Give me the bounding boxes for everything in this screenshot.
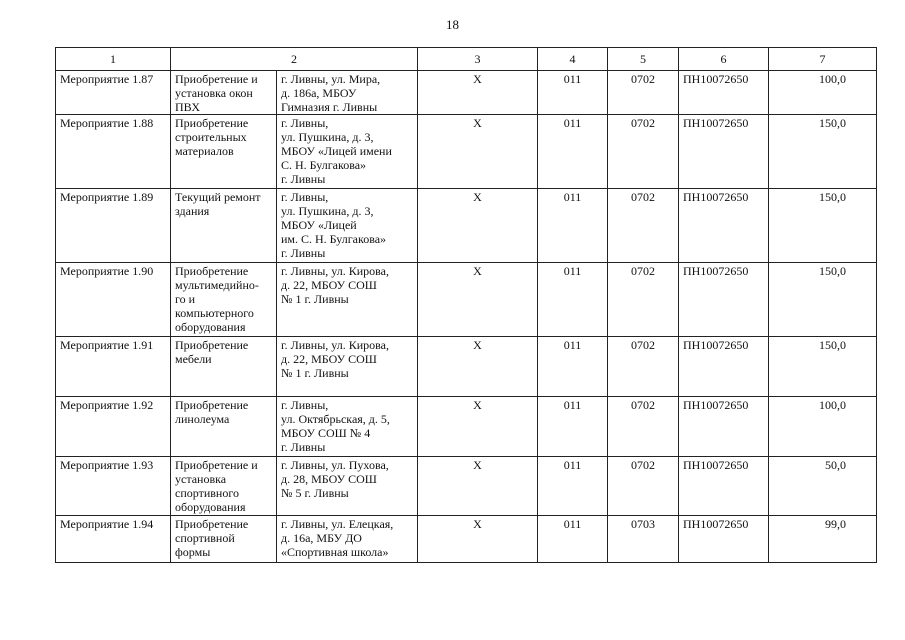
name-cell-text: Приобретение и установка спортивного оборудования — [175, 458, 258, 514]
column-header: 3 — [418, 48, 538, 71]
column-4-cell — [538, 516, 608, 563]
amount-cell — [769, 337, 877, 397]
amount-cell-text: 100,0 — [819, 398, 846, 412]
table-row — [56, 115, 877, 189]
column-4-cell — [538, 189, 608, 263]
column-5-cell — [608, 71, 679, 115]
event-cell-text: Мероприятие 1.92 — [60, 398, 154, 412]
event-cell-text: Мероприятие 1.94 — [60, 517, 154, 531]
amount-cell — [769, 189, 877, 263]
name-cell-text: Текущий ремонт здания — [175, 190, 261, 218]
column-5-cell-text: 0702 — [631, 264, 655, 278]
column-5-cell-text: 0703 — [631, 517, 655, 531]
amount-cell — [769, 263, 877, 337]
event-cell — [56, 457, 171, 516]
address-cell-text: г. Ливны, ул. Елецкая, д. 16а, МБУ ДО «Спортивная школа» — [281, 517, 394, 559]
column-5-cell-text: 0702 — [631, 338, 655, 352]
column-6-cell — [679, 263, 769, 337]
event-cell — [56, 115, 171, 189]
amount-cell-text: 99,0 — [825, 517, 846, 531]
column-3-cell-text: Х — [473, 517, 482, 531]
table-row — [56, 263, 877, 337]
event-cell — [56, 516, 171, 563]
column-4-cell — [538, 397, 608, 457]
column-4-cell-text: 011 — [563, 338, 582, 352]
table-row — [56, 457, 877, 516]
amount-cell-text: 150,0 — [819, 338, 846, 352]
column-3-cell-text: Х — [473, 72, 482, 86]
event-cell-text: Мероприятие 1.90 — [60, 264, 154, 278]
amount-cell — [769, 115, 877, 189]
column-6-cell — [679, 457, 769, 516]
table-row — [56, 71, 877, 115]
column-3-cell — [418, 189, 538, 263]
column-3-cell — [418, 263, 538, 337]
column-6-cell-text: ПН10072650 — [683, 264, 749, 278]
amount-cell — [769, 516, 877, 563]
address-cell-text: г. Ливны, ул. Кирова, д. 22, МБОУ СОШ № 1 г. Ливны — [281, 338, 389, 380]
column-6-cell-text: ПН10072650 — [683, 116, 749, 130]
column-header: 2 — [171, 48, 418, 71]
address-cell — [277, 516, 418, 563]
column-5-cell-text: 0702 — [631, 72, 655, 86]
name-cell-text: Приобретение спортивной формы — [175, 517, 249, 559]
column-6-cell-text: ПН10072650 — [683, 398, 749, 412]
name-cell — [171, 516, 277, 563]
column-4-cell — [538, 337, 608, 397]
event-cell-text: Мероприятие 1.93 — [60, 458, 154, 472]
header-row — [56, 48, 877, 71]
address-cell-text: г. Ливны, ул. Мира, д. 186а, МБОУ Гимназия г. Ливны — [281, 72, 381, 114]
column-5-cell-text: 0702 — [631, 116, 655, 130]
budget-table — [55, 47, 877, 563]
name-cell — [171, 189, 277, 263]
column-3-cell — [418, 71, 538, 115]
address-cell — [277, 189, 418, 263]
column-3-cell — [418, 337, 538, 397]
address-cell — [277, 397, 418, 457]
event-cell-text: Мероприятие 1.89 — [60, 190, 154, 204]
column-4-cell-text: 011 — [563, 458, 582, 472]
column-5-cell — [608, 337, 679, 397]
event-cell-text: Мероприятие 1.87 — [60, 72, 154, 86]
table-row — [56, 516, 877, 563]
column-4-cell — [538, 71, 608, 115]
column-3-cell-text: Х — [473, 338, 482, 352]
column-4-cell-text: 011 — [563, 116, 582, 130]
column-6-cell-text: ПН10072650 — [683, 338, 749, 352]
event-cell — [56, 263, 171, 337]
column-6-cell-text: ПН10072650 — [683, 458, 749, 472]
name-cell-text: Приобретение мультимедийно- го и компьютерного оборудования — [175, 264, 259, 334]
amount-cell-text: 50,0 — [825, 458, 846, 472]
name-cell — [171, 457, 277, 516]
address-cell-text: г. Ливны, ул. Кирова, д. 22, МБОУ СОШ № 1 г. Ливны — [281, 264, 389, 306]
column-4-cell — [538, 263, 608, 337]
name-cell-text: Приобретение мебели — [175, 338, 249, 366]
column-5-cell — [608, 397, 679, 457]
column-4-cell-text: 011 — [563, 398, 582, 412]
name-cell — [171, 397, 277, 457]
column-5-cell — [608, 457, 679, 516]
column-6-cell-text: ПН10072650 — [683, 72, 749, 86]
name-cell-text: Приобретение линолеума — [175, 398, 249, 426]
column-header: 5 — [608, 48, 679, 71]
column-header: 4 — [538, 48, 608, 71]
column-4-cell-text: 011 — [563, 517, 582, 531]
address-cell-text: г. Ливны, ул. Пушкина, д. 3, МБОУ «Лицей имени С. Н. Булгакова» г. Ливны — [281, 116, 392, 186]
column-header: 7 — [769, 48, 877, 71]
table-row — [56, 337, 877, 397]
column-5-cell — [608, 115, 679, 189]
name-cell-text: Приобретение и установка окон ПВХ — [175, 72, 258, 114]
column-5-cell-text: 0702 — [631, 458, 655, 472]
column-3-cell-text: Х — [473, 264, 482, 278]
name-cell — [171, 337, 277, 397]
address-cell-text: г. Ливны, ул. Октябрьская, д. 5, МБОУ СОШ № 4 г. Ливны — [281, 398, 390, 454]
column-6-cell-text: ПН10072650 — [683, 517, 749, 531]
column-5-cell-text: 0702 — [631, 398, 655, 412]
address-cell — [277, 337, 418, 397]
column-6-cell — [679, 71, 769, 115]
column-6-cell-text: ПН10072650 — [683, 190, 749, 204]
table-row — [56, 397, 877, 457]
address-cell-text: г. Ливны, ул. Пухова, д. 28, МБОУ СОШ № 5 г. Ливны — [281, 458, 389, 500]
address-cell — [277, 263, 418, 337]
column-3-cell-text: Х — [473, 458, 482, 472]
column-header: 1 — [56, 48, 171, 71]
event-cell — [56, 397, 171, 457]
column-4-cell-text: 011 — [563, 72, 582, 86]
column-3-cell — [418, 397, 538, 457]
name-cell — [171, 115, 277, 189]
table-row — [56, 189, 877, 263]
amount-cell-text: 100,0 — [819, 72, 846, 86]
address-cell — [277, 115, 418, 189]
event-cell — [56, 337, 171, 397]
address-cell-text: г. Ливны, ул. Пушкина, д. 3, МБОУ «Лицей им. С. Н. Булгакова» г. Ливны — [281, 190, 387, 260]
column-4-cell — [538, 115, 608, 189]
address-cell — [277, 457, 418, 516]
column-5-cell-text: 0702 — [631, 190, 655, 204]
amount-cell-text: 150,0 — [819, 116, 846, 130]
name-cell — [171, 263, 277, 337]
column-4-cell-text: 011 — [563, 264, 582, 278]
address-cell — [277, 71, 418, 115]
column-3-cell-text: Х — [473, 116, 482, 130]
event-cell-text: Мероприятие 1.88 — [60, 116, 154, 130]
column-4-cell-text: 011 — [563, 190, 582, 204]
amount-cell — [769, 457, 877, 516]
amount-cell-text: 150,0 — [819, 264, 846, 278]
column-6-cell — [679, 189, 769, 263]
column-6-cell — [679, 397, 769, 457]
column-3-cell-text: Х — [473, 398, 482, 412]
column-3-cell — [418, 457, 538, 516]
amount-cell — [769, 397, 877, 457]
column-5-cell — [608, 263, 679, 337]
column-6-cell — [679, 337, 769, 397]
page-number: 18 — [446, 17, 459, 32]
amount-cell — [769, 71, 877, 115]
column-6-cell — [679, 115, 769, 189]
name-cell-text: Приобретение строительных материалов — [175, 116, 249, 158]
column-3-cell — [418, 115, 538, 189]
column-5-cell — [608, 189, 679, 263]
event-cell-text: Мероприятие 1.91 — [60, 338, 154, 352]
column-3-cell — [418, 516, 538, 563]
name-cell — [171, 71, 277, 115]
column-header: 6 — [679, 48, 769, 71]
event-cell — [56, 189, 171, 263]
column-4-cell — [538, 457, 608, 516]
event-cell — [56, 71, 171, 115]
amount-cell-text: 150,0 — [819, 190, 846, 204]
column-5-cell — [608, 516, 679, 563]
column-3-cell-text: Х — [473, 190, 482, 204]
column-6-cell — [679, 516, 769, 563]
